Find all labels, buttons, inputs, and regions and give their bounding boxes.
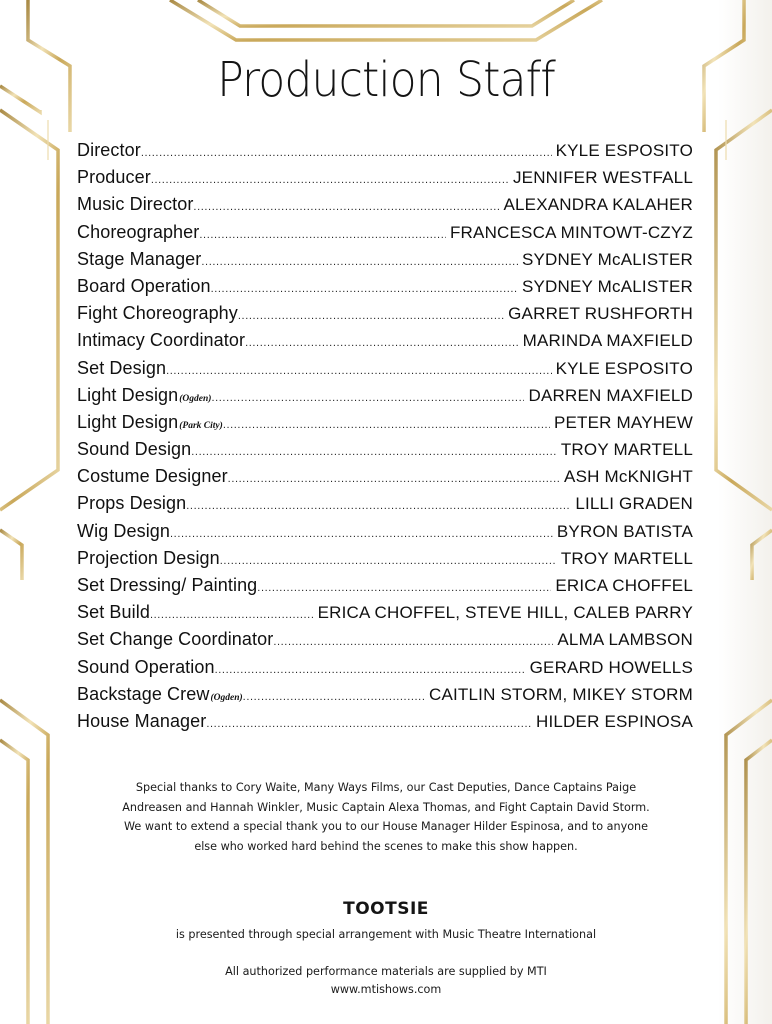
- staff-row: [77, 436, 693, 463]
- staff-role: Choreographer: [77, 221, 200, 242]
- thanks-line: Special thanks to Cory Waite, Many Ways Films, our Cast Deputies, Dance Captains Paige: [135, 781, 637, 794]
- staff-role: Set Design: [77, 357, 167, 378]
- staff-role: Light Design: [77, 384, 179, 405]
- staff-row: [77, 518, 693, 545]
- staff-row: [77, 599, 693, 626]
- staff-row: [77, 654, 693, 681]
- staff-role: Props Design: [77, 493, 187, 514]
- staff-name: ALMA LAMBSON: [557, 630, 693, 650]
- staff-row: [77, 463, 693, 490]
- dot-leader: [215, 657, 526, 684]
- dot-leader: [170, 521, 553, 548]
- staff-role: Sound Design: [77, 439, 192, 460]
- staff-row: [77, 137, 693, 164]
- staff-name: CAITLIN STORM, MIKEY STORM: [428, 684, 693, 704]
- staff-name: DARREN MAXFIELD: [528, 385, 693, 405]
- staff-row: [77, 300, 693, 327]
- staff-name: TROY MARTELL: [560, 548, 693, 568]
- staff-role: Light Design: [77, 411, 179, 432]
- mti-website: www.mtishows.com: [330, 983, 442, 996]
- thanks-line: Andreasen and Hannah Winkler, Music Captain Alexa Thomas, and Fight Captain David Storm.: [122, 800, 650, 814]
- staff-role: House Manager: [77, 710, 207, 731]
- staff-row: [77, 409, 693, 436]
- staff-row: [77, 246, 693, 273]
- staff-role-location: (Ogden): [179, 393, 212, 404]
- staff-role: Projection Design: [77, 547, 220, 568]
- special-thanks: [90, 778, 682, 856]
- dot-leader: [273, 629, 553, 656]
- staff-row: [77, 681, 693, 708]
- staff-name: ALEXANDRA KALAHER: [503, 195, 693, 215]
- staff-row: [77, 490, 693, 517]
- staff-row: [77, 273, 693, 300]
- staff-name: MARINDA MAXFIELD: [522, 331, 693, 351]
- staff-row: [77, 355, 693, 382]
- staff-role: Wig Design: [77, 520, 171, 541]
- staff-name: BYRON BATISTA: [556, 521, 693, 541]
- dot-leader: [206, 711, 532, 738]
- staff-name: PETER MAYHEW: [553, 412, 693, 432]
- staff-name: ASH McKNIGHT: [564, 467, 693, 487]
- staff-name: KYLE ESPOSITO: [555, 141, 693, 160]
- staff-row: [77, 191, 693, 218]
- staff-role-location: (Ogden): [210, 692, 243, 703]
- thanks-line: We want to extend a special thank you to our House Manager Hilder Espinosa, and to anyone: [123, 820, 649, 833]
- staff-role-location: (Park City): [179, 420, 223, 431]
- staff-role: Set Change Coordinator: [77, 629, 274, 650]
- dot-leader: [220, 548, 557, 575]
- staff-row: [77, 164, 693, 191]
- staff-name: SYDNEY McALISTER: [521, 276, 693, 296]
- dot-leader: [245, 330, 519, 357]
- staff-role: Set Build: [77, 602, 150, 623]
- staff-role: Director: [77, 140, 141, 160]
- staff-row: [77, 708, 693, 735]
- materials-notice: All authorized performance materials are supplied by MTI: [225, 965, 547, 978]
- staff-role: Sound Operation: [77, 656, 215, 677]
- staff-row: [77, 626, 693, 653]
- staff-row: [77, 572, 693, 599]
- staff-name: ERICA CHOFFEL, STEVE HILL, CALEB PARRY: [317, 603, 693, 623]
- staff-name: KYLE ESPOSITO: [555, 358, 693, 378]
- staff-role: Costume Designer: [77, 466, 228, 487]
- dot-leader: [228, 466, 560, 493]
- staff-name: GARRET RUSHFORTH: [508, 304, 693, 324]
- staff-role: Producer: [77, 167, 151, 188]
- staff-role: Set Dressing/ Painting: [77, 575, 258, 595]
- staff-name: JENNIFER WESTFALL: [512, 168, 693, 188]
- staff-name: LILLI GRADEN: [575, 494, 693, 514]
- staff-row: [77, 545, 693, 572]
- staff-role: Intimacy Coordinator: [77, 330, 246, 351]
- arrangement-notice: is presented through special arrangement with Music Theatre International: [175, 928, 597, 941]
- dot-leader: [257, 575, 551, 602]
- staff-row: [77, 219, 693, 246]
- staff-role: Backstage Crew: [77, 683, 210, 704]
- dot-leader: [186, 493, 571, 520]
- staff-role: Stage Manager: [77, 248, 202, 269]
- staff-role: Board Operation: [77, 275, 211, 296]
- dot-leader: [166, 358, 552, 385]
- staff-name: TROY MARTELL: [560, 440, 693, 460]
- staff-list: [77, 137, 693, 735]
- staff-row: [77, 382, 693, 409]
- page-title: Production Staff: [217, 52, 555, 108]
- dot-leader: [223, 412, 550, 439]
- staff-role: Fight Choreography: [77, 303, 238, 324]
- dot-leader: [211, 276, 518, 303]
- dot-leader: [199, 222, 446, 249]
- staff-row: [77, 327, 693, 354]
- dot-leader: [201, 249, 518, 276]
- dot-leader: [193, 194, 499, 221]
- staff-role: Music Director: [77, 194, 194, 215]
- dot-leader: [141, 140, 552, 167]
- staff-name: HILDER ESPINOSA: [536, 711, 693, 731]
- staff-name: GERARD HOWELLS: [529, 657, 693, 677]
- dot-leader: [211, 385, 524, 412]
- dot-leader: [150, 602, 314, 629]
- staff-name: ERICA CHOFFEL: [555, 576, 693, 595]
- thanks-line: else who worked hard behind the scenes to make this show happen.: [194, 839, 578, 853]
- staff-name: SYDNEY McALISTER: [521, 249, 693, 269]
- dot-leader: [238, 303, 504, 330]
- show-title: TOOTSIE: [343, 899, 429, 919]
- staff-name: FRANCESCA MINTOWT-CZYZ: [449, 222, 693, 242]
- dot-leader: [151, 167, 509, 194]
- dot-leader: [191, 439, 557, 466]
- dot-leader: [243, 684, 425, 711]
